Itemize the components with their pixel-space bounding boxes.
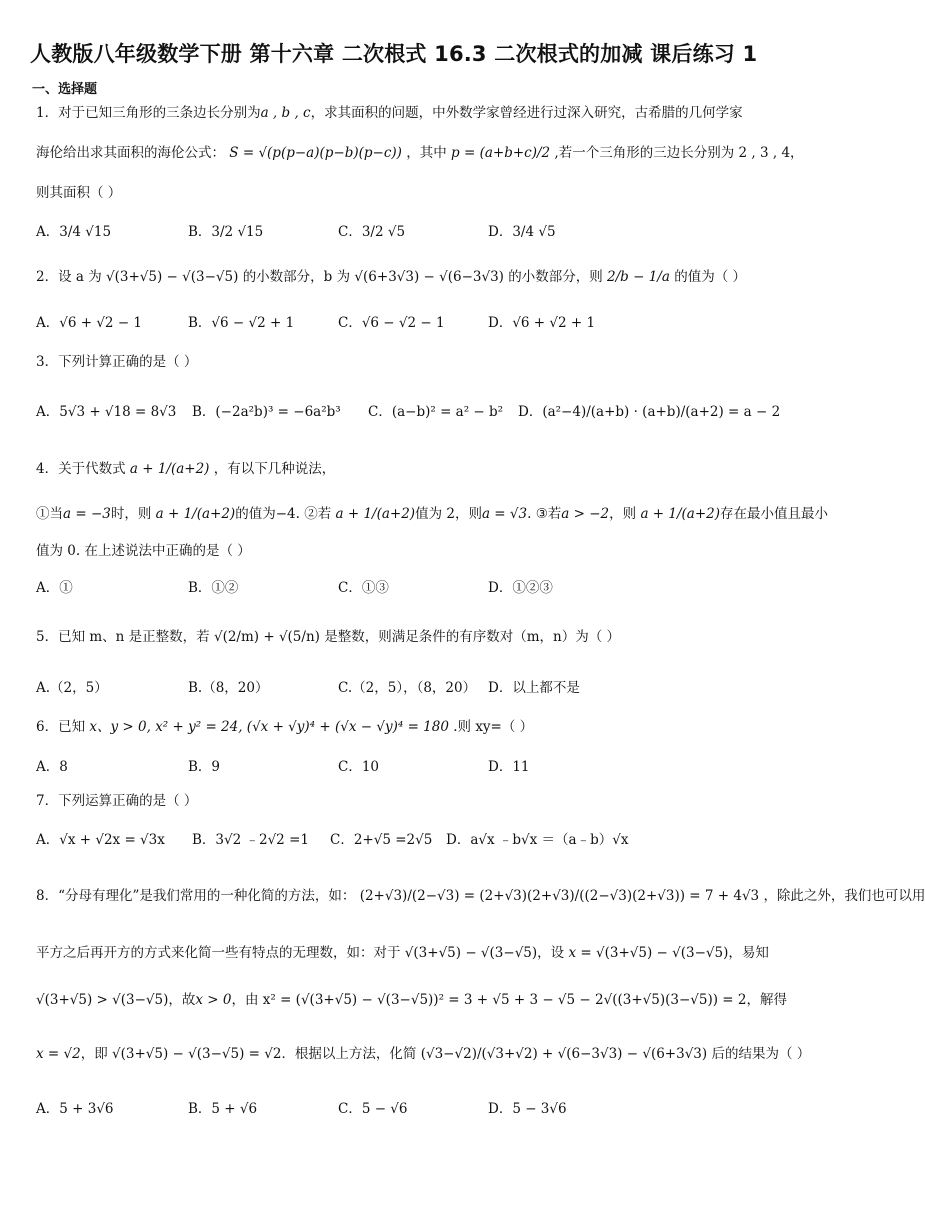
question-7-option-a[interactable]: A．√x + √2x = √3x (36, 832, 165, 848)
question-3-option-d[interactable]: D．(a²−4)/(a+b) · (a+b)/(a+2) = a − 2 (518, 404, 781, 420)
question-8-option-a[interactable]: A．5 + 3√6 (36, 1101, 114, 1117)
question-6-option-c[interactable]: C．10 (338, 759, 380, 775)
question-4-expression: a + 1/(a+2) (129, 461, 210, 477)
question-1-option-d[interactable]: D．3/4 √5 (488, 224, 556, 240)
question-5-option-a[interactable]: A.（2，5） (36, 680, 108, 696)
question-2-expr-a: √(3+√5) − √(3−√5) (106, 269, 239, 285)
question-5-stem: 5．已知 m、n 是正整数，若 √(2/m) + √(5/n) 是整数，则满足条件的有序数对（m，n）为（ ） (36, 629, 620, 645)
question-6-stem: 6．已知 x、y > 0, x² + y² = 24, (√x + √y)⁴ + (√x − √y)⁴ = 180 .则 xy=（ ） (36, 719, 534, 735)
question-7-stem: 7．下列运算正确的是（ ） (36, 793, 198, 809)
question-1-line-2: 海伦给出求其面积的海伦公式： S = √(p(p−a)(p−b)(p−c)) ，其中 p = (a+b+c)/2 ,若一个三角形的三边长分别为 2 , 3 , 4， (36, 145, 804, 161)
question-2-option-c[interactable]: C．√6 − √2 − 1 (338, 315, 445, 331)
page-title: 人教版八年级数学下册 第十六章 二次根式 16.3 二次根式的加减 课后练习 1 (30, 42, 758, 66)
question-1-line-1: 1．对于已知三角形的三条边长分别为a , b , c，求其面积的问题，中外数学家曾经进行过深入研究，古希腊的几何学家 (36, 105, 743, 121)
question-3-option-c[interactable]: C．(a−b)² = a² − b² (368, 404, 504, 420)
question-4-stem: 4．关于代数式 a + 1/(a+2) ，有以下几种说法， (36, 461, 336, 477)
question-2-option-d[interactable]: D．√6 + √2 + 1 (488, 315, 596, 331)
section-heading: 一、选择题 (32, 82, 98, 97)
question-8-line-4: x = √2，即 √(3+√5) − √(3−√5) = √2．根据以上方法，化简 (√3−√2)/(√3+√2) + √(6−3√3) − √(6+3√3) 后的结果为（ ） (36, 1046, 811, 1062)
question-8-line-3: √(3+√5) > √(3−√5)，故x > 0，由 x² = (√(3+√5) − √(3−√5))² = 3 + √5 + 3 − √5 − 2√((3+√5)(3−√5)) = 2，解得 (36, 992, 787, 1008)
question-6-option-a[interactable]: A．8 (36, 759, 68, 775)
question-8-line-1: 8．“分母有理化”是我们常用的一种化简的方法，如： (2+√3)/(2−√3) = (2+√3)(2+√3)/((2−√3)(2+√3)) = 7 + 4√3 ，除此之外，我们也可以用 (36, 888, 925, 904)
question-1-option-b[interactable]: B．3/2 √15 (188, 224, 264, 240)
heron-formula: S = √(p(p−a)(p−b)(p−c)) (229, 145, 402, 161)
question-7-option-b[interactable]: B．3√2 ﹣2√2 =1 (192, 832, 309, 848)
question-5-option-d[interactable]: D．以上都不是 (488, 680, 580, 696)
question-7-option-d[interactable]: D．a√x ﹣b√x ＝（a﹣b）√x (446, 832, 629, 848)
question-2-expr-c: 2/b − 1/a (607, 269, 670, 285)
question-2-option-a[interactable]: A．√6 + √2 − 1 (36, 315, 143, 331)
question-3-stem: 3．下列计算正确的是（ ） (36, 354, 198, 370)
question-4-option-c[interactable]: C．①③ (338, 580, 389, 596)
question-6-expression: x、y > 0, x² + y² = 24, (√x + √y)⁴ + (√x − √y)⁴ = 180 (89, 719, 449, 735)
squaring-example: x² = (√(3+√5) − √(3−√5))² = 3 + √5 + 3 − √5 − 2√((3+√5)(3−√5)) = 2 (262, 992, 747, 1008)
question-7-option-c[interactable]: C．2+√5 =2√5 (330, 832, 433, 848)
question-1-line-3: 则其面积（ ） (36, 185, 122, 201)
question-2-stem: 2．设 a 为 √(3+√5) − √(3−√5) 的小数部分，b 为 √(6+3√3) − √(6−3√3) 的小数部分，则 2/b − 1/a 的值为（ ） (36, 269, 746, 285)
question-1-option-a[interactable]: A．3/4 √15 (36, 224, 112, 240)
question-3-option-b[interactable]: B．(−2a²b)³ = −6a²b³ (192, 404, 341, 420)
question-8-line-2: 平方之后再开方的方式来化简一些有特点的无理数，如：对于 √(3+√5) − √(3−√5)，设 x = √(3+√5) − √(3−√5)，易知 (36, 945, 769, 961)
question-3-option-a[interactable]: A．5√3 + √18 = 8√3 (36, 404, 177, 420)
question-6-option-b[interactable]: B．9 (188, 759, 221, 775)
question-4-option-b[interactable]: B．①② (188, 580, 239, 596)
question-5-option-b[interactable]: B.（8，20） (188, 680, 269, 696)
question-4-option-d[interactable]: D．①②③ (488, 580, 553, 596)
question-2-expr-b: √(6+3√3) − √(6−3√3) (354, 269, 504, 285)
question-4-stem-end: 值为 0. 在上述说法中正确的是（ ） (36, 543, 251, 559)
question-8-option-d[interactable]: D．5 − 3√6 (488, 1101, 567, 1117)
question-2-option-b[interactable]: B．√6 − √2 + 1 (188, 315, 295, 331)
question-8-option-b[interactable]: B．5 + √6 (188, 1101, 258, 1117)
question-5-option-c[interactable]: C.（2，5），（8，20） (338, 680, 477, 696)
question-5-expression: √(2/m) + √(5/n) (213, 629, 320, 645)
question-1-option-c[interactable]: C．3/2 √5 (338, 224, 406, 240)
question-6-option-d[interactable]: D．11 (488, 759, 530, 775)
triangle-sides: 2 , 3 , 4 (738, 145, 791, 161)
question-8-option-c[interactable]: C．5 − √6 (338, 1101, 408, 1117)
question-1-vars: a , b , c (260, 105, 311, 121)
semiperimeter-formula: p = (a+b+c)/2 (451, 145, 551, 161)
question-4-statements: ①当a = −3时，则 a + 1/(a+2)的值为−4. ②若 a + 1/(a+2)值为 2，则a = √3. ③若a > −2，则 a + 1/(a+2)存在最小值且最小 (36, 506, 829, 522)
question-4-option-a[interactable]: A．① (36, 580, 73, 596)
rationalization-example: (2+√3)/(2−√3) = (2+√3)(2+√3)/((2−√3)(2+√3)) = 7 + 4√3 (359, 888, 760, 904)
